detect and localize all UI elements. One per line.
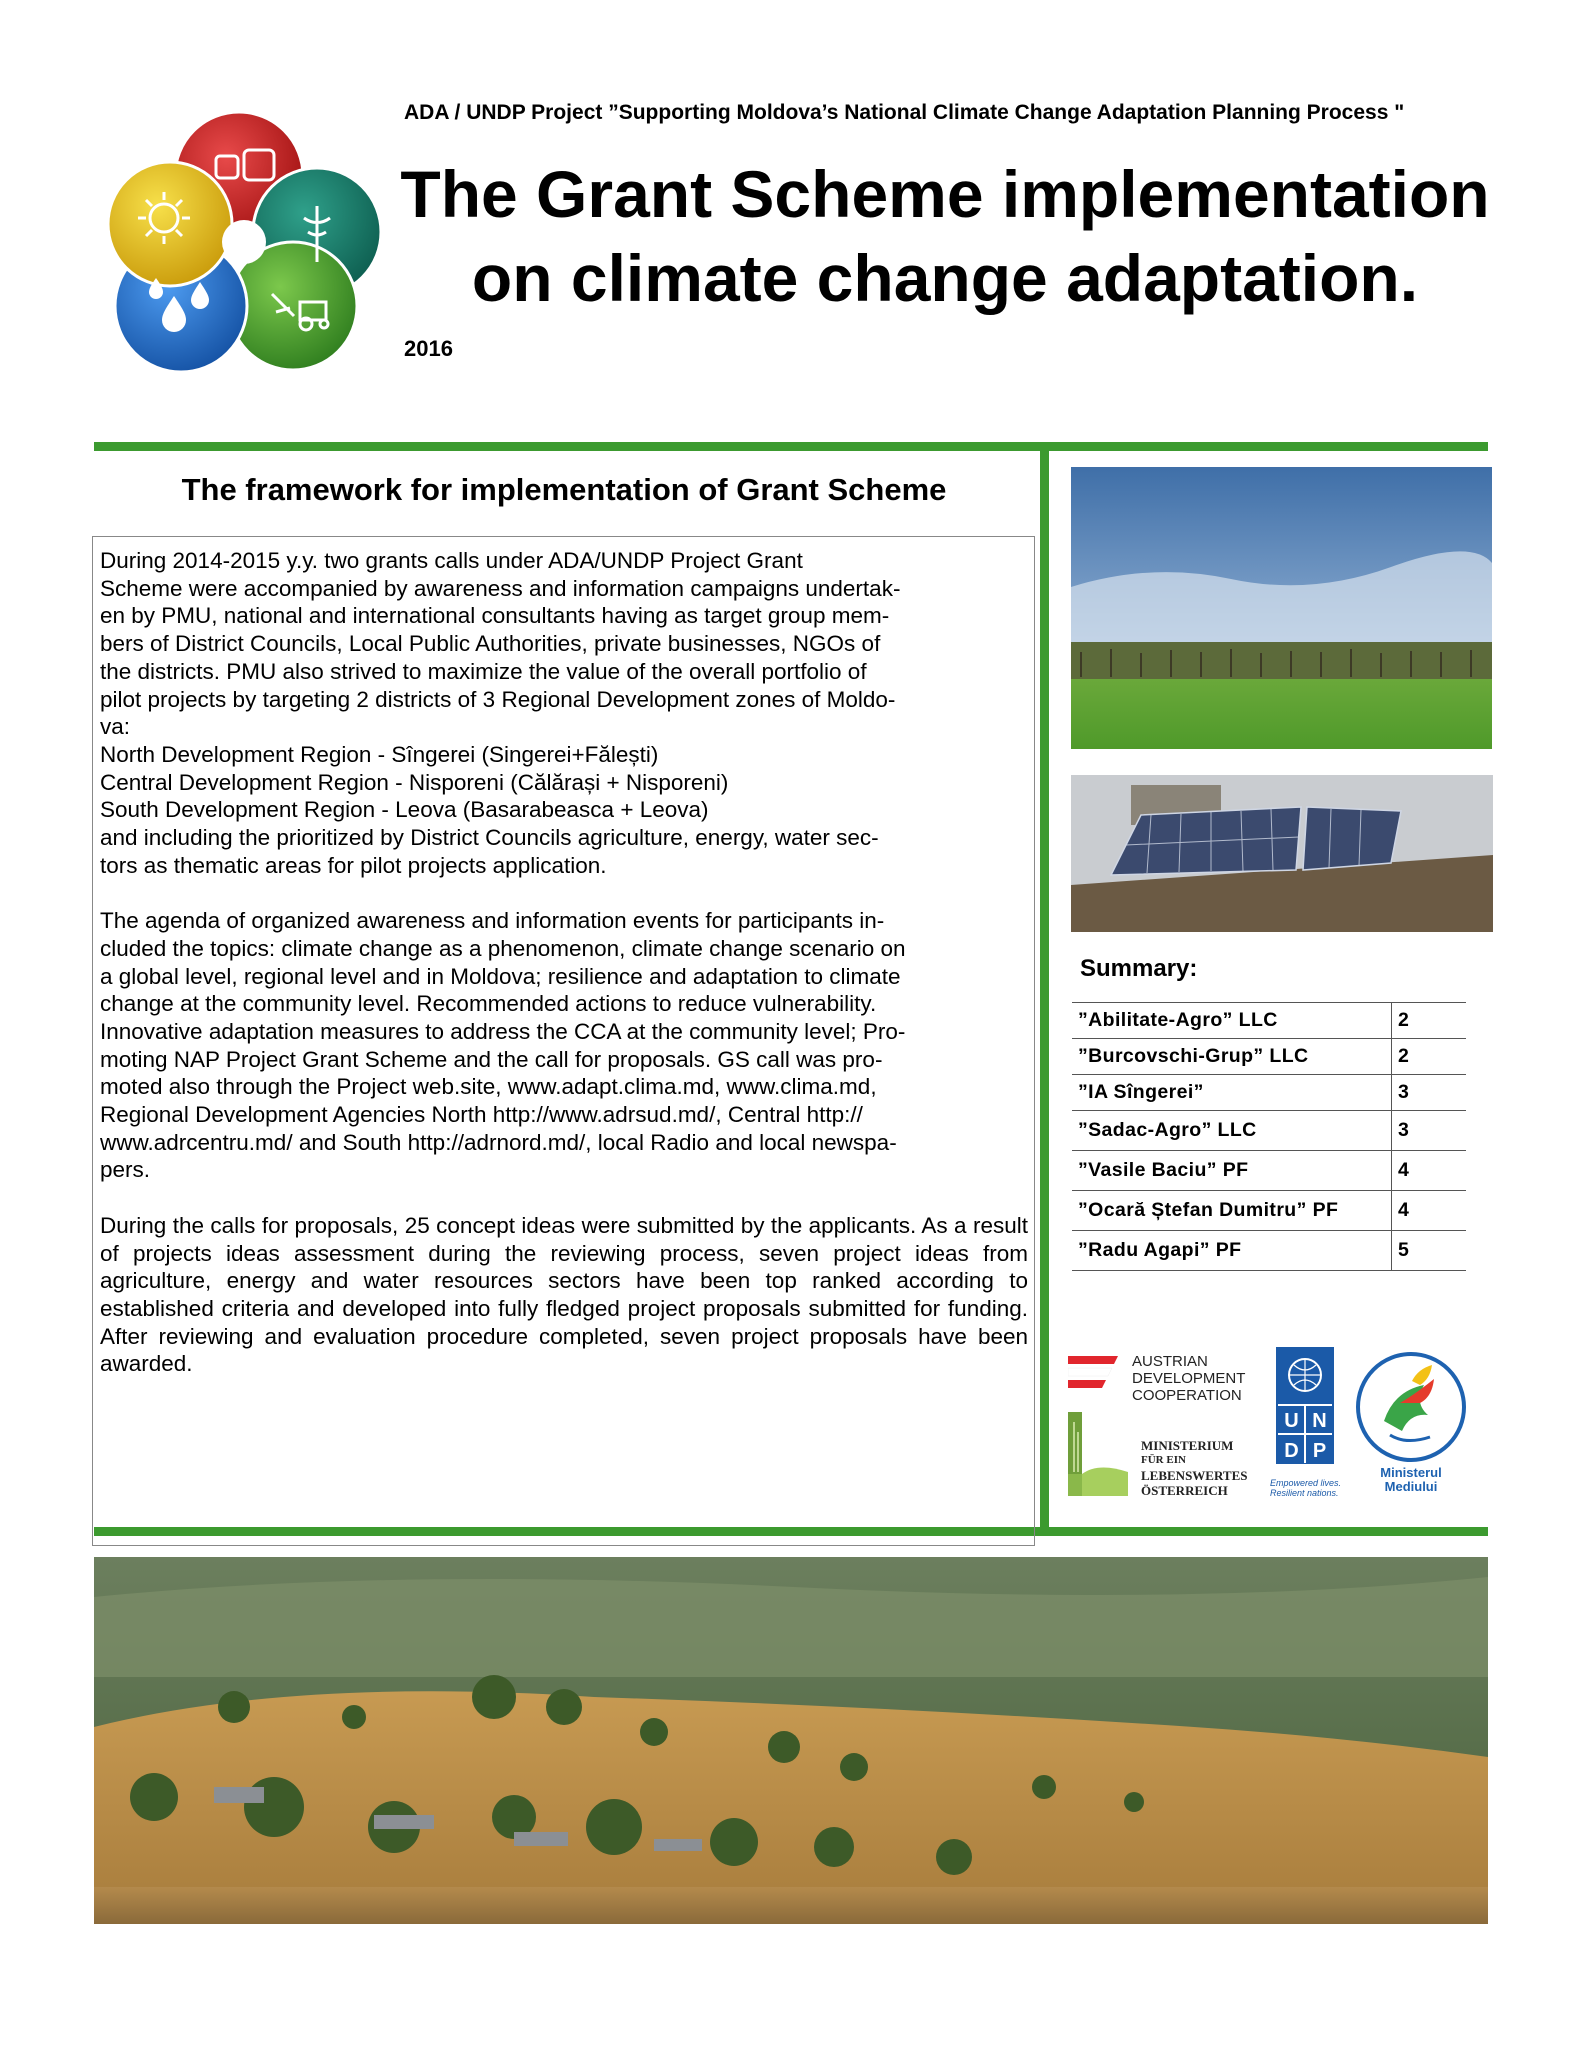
grantee-name: ”Abilitate-Agro” LLC <box>1072 1003 1392 1039</box>
column-divider <box>1040 451 1049 1527</box>
text-line: change at the community level. Recommended actions to reduce vulnerability. <box>100 991 877 1017</box>
grantee-name: ”Burcovschi-Grup” LLC <box>1072 1039 1392 1075</box>
grantee-value: 2 <box>1392 1003 1467 1039</box>
text-line: en by PMU, national and international consultants having as target group mem- <box>100 603 890 629</box>
solar-panels-photo <box>1071 775 1493 932</box>
text-line: www.adrcentru.md/ and South http://adrnord.md/, local Radio and local newspa- <box>100 1129 897 1155</box>
table-row <box>1072 1039 1466 1075</box>
min-text-line: LEBENSWERTES <box>1141 1468 1248 1483</box>
grantee-value: 3 <box>1392 1111 1467 1151</box>
text-line: moting NAP Project Grant Scheme and the call for proposals. GS call was pro- <box>100 1046 883 1072</box>
mm-text-line: Ministerul <box>1380 1465 1442 1480</box>
grantee-name: ”Ocară Ștefan Dumitru” PF <box>1072 1191 1392 1231</box>
table-row <box>1072 1191 1466 1231</box>
grantee-value: 5 <box>1392 1231 1467 1271</box>
title-line-1: The Grant Scheme implementation <box>400 157 1490 231</box>
min-text-line: FÜR EIN <box>1141 1454 1186 1466</box>
grantee-name: ”Sadac-Agro” LLC <box>1072 1111 1392 1151</box>
ada-logo-text <box>1132 1353 1245 1404</box>
title-line-2: on climate change adaptation. <box>471 241 1419 315</box>
landscape-photo <box>94 1557 1488 1924</box>
undp-logo <box>1276 1347 1334 1464</box>
min-text-line: ÖSTERREICH <box>1141 1483 1228 1498</box>
grantee-value: 4 <box>1392 1191 1467 1231</box>
orchard-photo <box>1071 467 1492 749</box>
grantee-value: 3 <box>1392 1075 1467 1111</box>
undp-tagline <box>1270 1478 1341 1498</box>
text-line: va: <box>100 714 131 740</box>
text-line: Scheme were accompanied by awareness and information campaigns undertak- <box>100 575 901 601</box>
ministerium-logo-text <box>1141 1438 1247 1498</box>
ada-text-line: AUSTRIAN <box>1132 1353 1208 1370</box>
text-line: and including the prioritized by District Councils agriculture, energy, water sec- <box>100 825 879 851</box>
summary-table <box>1072 1002 1466 1271</box>
paragraph-3: During the calls for proposals, 25 concept ideas were submitted by the applicants. As a result of projects ideas assessment during the reviewing process, seven project ideas from agriculture, energy and water resources sectors have been top ranked according to established criteria and developed into fully fledged project proposals submitted for funding. After reviewing and evaluation procedure completed, seven project proposals have been awarded. <box>100 1212 1028 1377</box>
region-central: Central Development Region - Nisporeni (Călărași + Nisporeni) <box>100 769 729 795</box>
text-line: a global level, regional level and in Moldova; resilience and adaptation to climate <box>100 963 901 989</box>
text-line: tors as thematic areas for pilot projects application. <box>100 852 607 878</box>
text-line: the districts. PMU also strived to maximize the value of the overall portfolio of <box>100 658 867 684</box>
year-label: 2016 <box>404 336 453 361</box>
undp-tagline-line: Resilient nations. <box>1270 1488 1339 1498</box>
ministerul-mediului-logo <box>1354 1351 1468 1463</box>
summary-label: Summary: <box>1080 955 1198 982</box>
text-line: Regional Development Agencies North http://www.adrsud.md/, Central http:// <box>100 1102 863 1128</box>
project-circles-logo <box>104 106 386 376</box>
text-line: cluded the topics: climate change as a phenomenon, climate change scenario on <box>100 935 906 961</box>
text-line: During 2014-2015 y.y. two grants calls under ADA/UNDP Project Grant <box>100 548 803 573</box>
paragraph-1 <box>100 547 1028 879</box>
ada-text-line: COOPERATION <box>1132 1387 1242 1404</box>
grantee-name: ”Vasile Baciu” PF <box>1072 1151 1392 1191</box>
region-south: South Development Region - Leova (Basarabeasca + Leova) <box>100 797 709 823</box>
min-text-line: MINISTERIUM <box>1141 1438 1234 1453</box>
text-line: The agenda of organized awareness and information events for participants in- <box>100 908 885 934</box>
section-heading: The framework for implementation of Grant Scheme <box>181 472 947 507</box>
ministerium-logo <box>1068 1412 1128 1496</box>
ministerul-mediului-text <box>1350 1466 1472 1494</box>
undp-letter: D <box>1284 1440 1299 1462</box>
grantee-value: 2 <box>1392 1039 1467 1075</box>
table-row <box>1072 1151 1466 1191</box>
page-title <box>390 152 1500 320</box>
text-line: Innovative adaptation measures to address the CCA at the community level; Pro- <box>100 1018 906 1044</box>
top-green-rule <box>94 442 1488 451</box>
paragraph-2 <box>100 907 1028 1184</box>
project-title-line: ADA / UNDP Project ”Supporting Moldova’s National Climate Change Adaptation Planning Process " <box>404 101 1405 124</box>
framework-text-box <box>92 536 1035 1546</box>
mm-text-line: Mediului <box>1384 1479 1438 1494</box>
grantee-name: ”Radu Agapi” PF <box>1072 1231 1392 1271</box>
region-north: North Development Region - Sîngerei (Singerei+Fălești) <box>100 741 659 767</box>
text-line: moted also through the Project web.site, www.adapt.clima.md, www.clima.md, <box>100 1074 877 1100</box>
table-row <box>1072 1003 1466 1039</box>
undp-tagline-line: Empowered lives. <box>1270 1478 1342 1488</box>
undp-letter: P <box>1312 1440 1327 1462</box>
undp-letter: U <box>1284 1410 1299 1432</box>
text-line: pers. <box>100 1157 151 1183</box>
undp-letter: N <box>1312 1410 1327 1432</box>
table-row <box>1072 1111 1466 1151</box>
table-row <box>1072 1231 1466 1271</box>
ada-text-line: DEVELOPMENT <box>1132 1370 1246 1387</box>
table-row <box>1072 1075 1466 1111</box>
text-line: pilot projects by targeting 2 districts of 3 Regional Development zones of Moldo- <box>100 686 896 712</box>
grantee-name: ”IA Sîngerei” <box>1072 1075 1392 1111</box>
text-line: bers of District Councils, Local Public Authorities, private businesses, NGOs of <box>100 631 881 657</box>
grantee-value: 4 <box>1392 1151 1467 1191</box>
